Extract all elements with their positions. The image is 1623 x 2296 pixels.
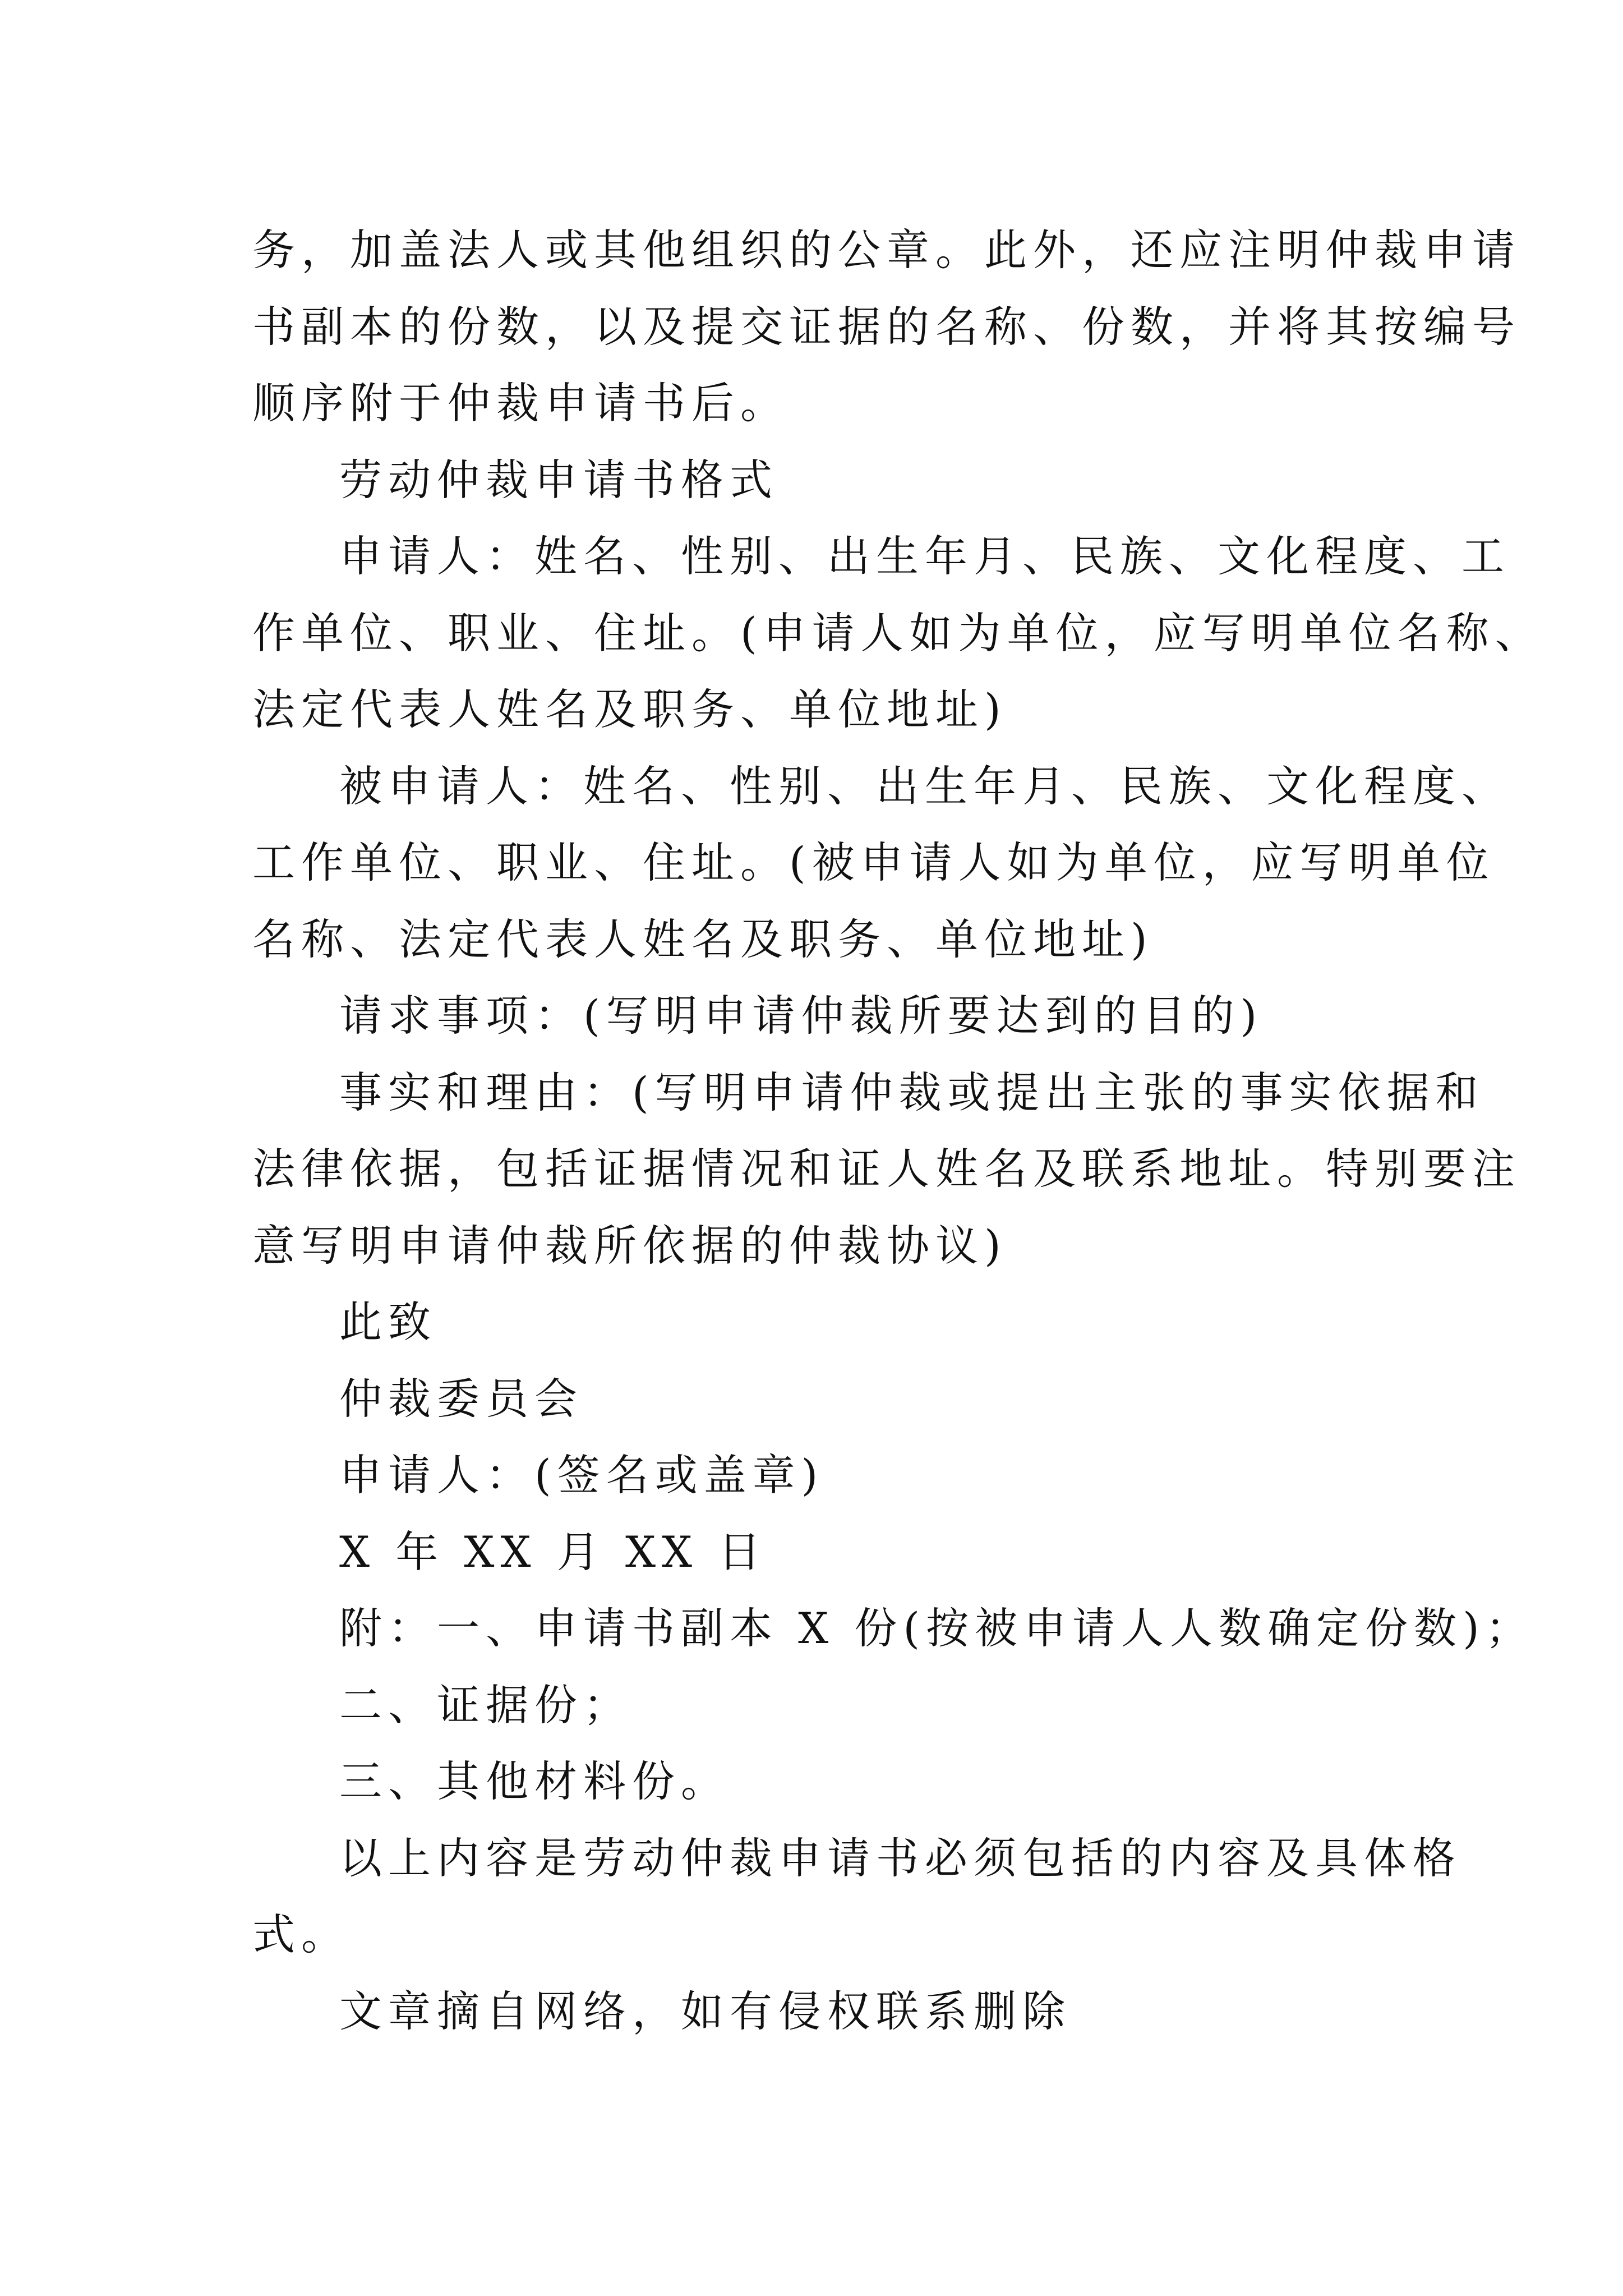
text-line: 申请人：姓名、性别、出生年月、民族、文化程度、工 [339,531,1510,581]
text-line: 事实和理由：(写明申请仲裁或提出主张的事实依据和 [339,1067,1484,1117]
document-page [252,212,1544,2050]
text-line: 名称、法定代表人姓名及职务、单位地址) [252,914,1154,964]
section-heading: 劳动仲裁申请书格式 [339,454,778,505]
text-line: 三、其他材料份。 [339,1756,730,1806]
text-line: 二、证据份； [339,1680,632,1730]
text-line: 法律依据，包括证据情况和证人姓名及联系地址。特别要注 [252,1144,1521,1194]
text-line: 工作单位、职业、住址。(被申请人如为单位，应写明单位 [252,838,1495,887]
date-line: X 年 XX 月 XX 日 [339,1526,767,1577]
text-line: 此致 [339,1297,437,1347]
text-line: 书副本的份数，以及提交证据的名称、份数，并将其按编号 [252,301,1521,352]
text-line: 顺序附于仲裁申请书后。 [252,378,789,428]
text-line: 请求事项：(写明申请仲裁所要达到的目的) [339,991,1264,1041]
text-line: 被申请人：姓名、性别、出生年月、民族、文化程度、 [339,761,1510,811]
text-line: 作单位、职业、住址。(申请人如为单位，应写明单位名称、 [252,608,1544,658]
text-line: 式。 [252,1910,350,1959]
text-line: 附：一、申请书副本 X 份(按被申请人人数确定份数)； [339,1603,1534,1653]
text-line: 申请人：(签名或盖章) [339,1450,824,1500]
text-line: 以上内容是劳动仲裁申请书必须包括的内容及具体格 [339,1833,1461,1883]
text-line: 意写明申请仲裁所依据的仲裁协议) [252,1220,1007,1271]
text-line: 务，加盖法人或其他组织的公章。此外，还应注明仲裁申请 [252,225,1521,275]
text-line: 仲裁委员会 [339,1373,583,1424]
text-line: 法定代表人姓名及职务、单位地址) [252,684,1007,734]
footer-note: 文章摘自网络，如有侵权联系删除 [339,1986,1071,2036]
